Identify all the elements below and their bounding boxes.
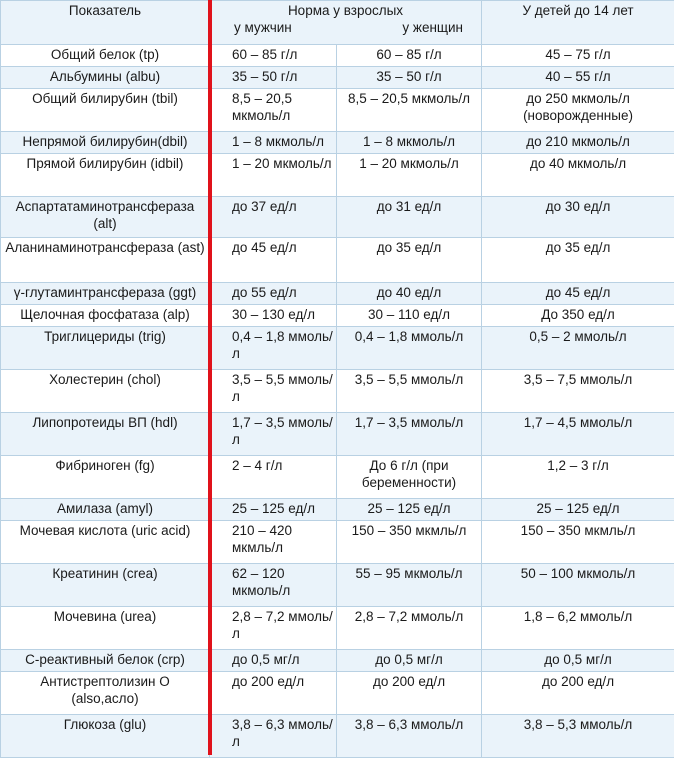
row-child-value: до 35 ед/л xyxy=(482,238,674,283)
row-indicator-name: Общий белок (tp) xyxy=(1,45,210,67)
row-indicator-name: Триглицериды (trig) xyxy=(1,327,210,370)
row-indicator-name: Амилаза (amyl) xyxy=(1,499,210,521)
row-women-value: 60 – 85 г/л xyxy=(337,45,482,67)
row-women-value: 3,8 – 6,3 ммоль/л xyxy=(337,715,482,758)
table-row xyxy=(1,238,674,283)
row-child-value: до 30 ед/л xyxy=(482,197,674,238)
row-women-value: 8,5 – 20,5 мкмоль/л xyxy=(337,89,482,132)
row-women-value: 150 – 350 мкмль/л xyxy=(337,521,482,564)
row-child-value: 150 – 350 мкмль/л xyxy=(482,521,674,564)
row-men-value: 1 – 20 мкмоль/л xyxy=(210,154,337,197)
table-body xyxy=(1,1,674,758)
row-men-value: 210 – 420 мкмль/л xyxy=(210,521,337,564)
row-women-value: до 35 ед/л xyxy=(337,238,482,283)
row-men-value: 1,7 – 3,5 ммоль/л xyxy=(210,413,337,456)
red-divider-line xyxy=(208,0,212,755)
table-row xyxy=(1,327,674,370)
row-indicator-name: Мочевина (urea) xyxy=(1,607,210,650)
header-women: у женщин xyxy=(402,19,477,36)
row-indicator-name: С-реактивный белок (crp) xyxy=(1,650,210,672)
row-indicator-name: Общий билирубин (tbil) xyxy=(1,89,210,132)
row-child-value: до 200 ед/л xyxy=(482,672,674,715)
row-men-value: 60 – 85 г/л xyxy=(210,45,337,67)
row-indicator-name: Холестерин (chol) xyxy=(1,370,210,413)
header-adult-norm-label: Норма у взрослых xyxy=(214,2,477,19)
row-men-value: 25 – 125 ед/л xyxy=(210,499,337,521)
row-men-value: до 200 ед/л xyxy=(210,672,337,715)
header-children: У детей до 14 лет xyxy=(482,1,674,45)
row-women-value: До 6 г/л (при беременности) xyxy=(337,456,482,499)
table-row xyxy=(1,715,674,758)
row-child-value: до 210 мкмоль/л xyxy=(482,132,674,154)
row-women-value: до 200 ед/л xyxy=(337,672,482,715)
row-indicator-name: Фибриноген (fg) xyxy=(1,456,210,499)
row-women-value: 1 – 20 мкмоль/л xyxy=(337,154,482,197)
row-women-value: 1,7 – 3,5 ммоль/л xyxy=(337,413,482,456)
row-child-value: до 40 мкмоль/л xyxy=(482,154,674,197)
row-men-value: 62 – 120 мкмоль/л xyxy=(210,564,337,607)
row-indicator-name: Мочевая кислота (uric acid) xyxy=(1,521,210,564)
row-men-value: до 45 ед/л xyxy=(210,238,337,283)
row-child-value: 45 – 75 г/л xyxy=(482,45,674,67)
row-men-value: до 0,5 мг/л xyxy=(210,650,337,672)
header-row xyxy=(1,1,674,45)
row-women-value: до 0,5 мг/л xyxy=(337,650,482,672)
table-row xyxy=(1,672,674,715)
row-men-value: 2 – 4 г/л xyxy=(210,456,337,499)
table-row xyxy=(1,283,674,305)
row-indicator-name: Антистрептолизин О (also,асло) xyxy=(1,672,210,715)
table-row xyxy=(1,197,674,238)
row-women-value: до 40 ед/л xyxy=(337,283,482,305)
row-child-value: 25 – 125 ед/л xyxy=(482,499,674,521)
row-women-value: до 31 ед/л xyxy=(337,197,482,238)
row-women-value: 35 – 50 г/л xyxy=(337,67,482,89)
table-row xyxy=(1,564,674,607)
row-child-value: 1,2 – 3 г/л xyxy=(482,456,674,499)
table-row xyxy=(1,305,674,327)
table-row xyxy=(1,132,674,154)
row-indicator-name: Глюкоза (glu) xyxy=(1,715,210,758)
row-men-value: 0,4 – 1,8 ммоль/л xyxy=(210,327,337,370)
row-indicator-name: γ-глутаминтрансфераза (ggt) xyxy=(1,283,210,305)
table-row xyxy=(1,521,674,564)
header-men: у мужчин xyxy=(214,19,292,36)
row-child-value: 1,8 – 6,2 ммоль/л xyxy=(482,607,674,650)
row-men-value: 3,5 – 5,5 ммоль/л xyxy=(210,370,337,413)
table-row xyxy=(1,456,674,499)
row-men-value: 2,8 – 7,2 ммоль/л xyxy=(210,607,337,650)
table-row xyxy=(1,89,674,132)
row-child-value: до 250 мкмоль/л (новорожденные) xyxy=(482,89,674,132)
row-indicator-name: Аспартатаминотрансфераза (alt) xyxy=(1,197,210,238)
row-indicator-name: Креатинин (crea) xyxy=(1,564,210,607)
header-adult-norm xyxy=(210,1,482,45)
table-row xyxy=(1,370,674,413)
row-indicator-name: Альбумины (albu) xyxy=(1,67,210,89)
row-women-value: 2,8 – 7,2 ммоль/л xyxy=(337,607,482,650)
table-row xyxy=(1,67,674,89)
row-men-value: 3,8 – 6,3 ммоль/л xyxy=(210,715,337,758)
row-child-value: 40 – 55 г/л xyxy=(482,67,674,89)
row-women-value: 55 – 95 мкмоль/л xyxy=(337,564,482,607)
row-indicator-name: Липопротеиды ВП (hdl) xyxy=(1,413,210,456)
row-indicator-name: Щелочная фосфатаза (alp) xyxy=(1,305,210,327)
row-child-value: 0,5 – 2 ммоль/л xyxy=(482,327,674,370)
row-men-value: до 37 ед/л xyxy=(210,197,337,238)
row-child-value: 50 – 100 мкмоль/л xyxy=(482,564,674,607)
header-indicator: Показатель xyxy=(1,1,210,45)
row-men-value: до 55 ед/л xyxy=(210,283,337,305)
row-women-value: 30 – 110 ед/л xyxy=(337,305,482,327)
row-men-value: 35 – 50 г/л xyxy=(210,67,337,89)
row-men-value: 30 – 130 ед/л xyxy=(210,305,337,327)
row-men-value: 1 – 8 мкмоль/л xyxy=(210,132,337,154)
table-row xyxy=(1,413,674,456)
row-women-value: 0,4 – 1,8 ммоль/л xyxy=(337,327,482,370)
row-child-value: до 0,5 мг/л xyxy=(482,650,674,672)
row-child-value: до 45 ед/л xyxy=(482,283,674,305)
row-child-value: До 350 ед/л xyxy=(482,305,674,327)
row-indicator-name: Прямой билирубин (idbil) xyxy=(1,154,210,197)
header-sex-labels xyxy=(214,19,477,36)
row-women-value: 25 – 125 ед/л xyxy=(337,499,482,521)
row-child-value: 1,7 – 4,5 ммоль/л xyxy=(482,413,674,456)
row-indicator-name: Непрямой билирубин(dbil) xyxy=(1,132,210,154)
table-row xyxy=(1,154,674,197)
row-women-value: 3,5 – 5,5 ммоль/л xyxy=(337,370,482,413)
table-row xyxy=(1,607,674,650)
row-men-value: 8,5 – 20,5 мкмоль/л xyxy=(210,89,337,132)
table-row xyxy=(1,45,674,67)
table-row xyxy=(1,499,674,521)
row-child-value: 3,5 – 7,5 ммоль/л xyxy=(482,370,674,413)
row-indicator-name: Аланинаминотрансфераза (ast) xyxy=(1,238,210,283)
row-child-value: 3,8 – 5,3 ммоль/л xyxy=(482,715,674,758)
row-women-value: 1 – 8 мкмоль/л xyxy=(337,132,482,154)
table-row xyxy=(1,650,674,672)
